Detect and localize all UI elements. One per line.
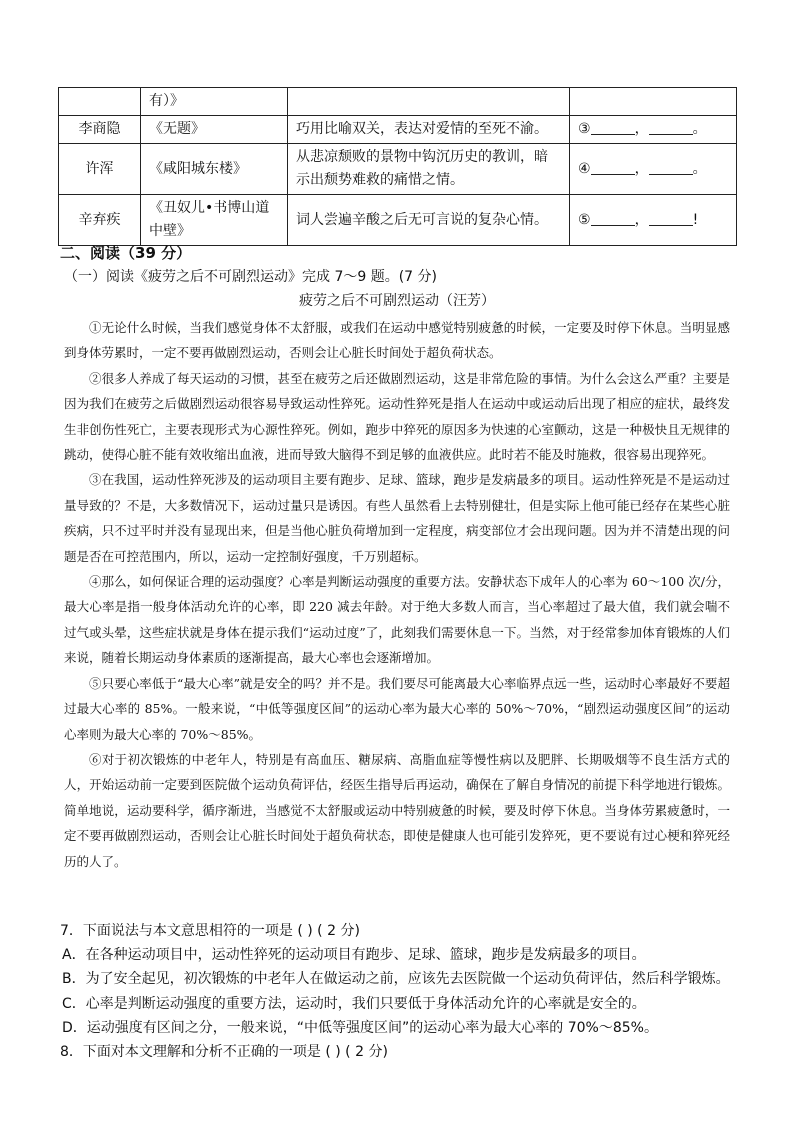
answer-blank[interactable]: [649, 210, 693, 226]
desc-cell: 词人尝遍辛酸之后无可言说的复杂心情。: [288, 195, 570, 246]
article-title: 疲劳之后不可剧烈运动（汪芳）: [299, 293, 495, 309]
author-cell: 许浑: [59, 144, 141, 195]
table-row: [59, 116, 737, 144]
answer-prefix: ④: [578, 160, 591, 177]
article-paragraph: ③在我国，运动性猝死涉及的运动项目主要有跑步、足球、篮球，跑步是发病最多的项目。运动性猝死是不是运动过量导致的？不是，大多数情况下，运动过量只是诱因。有些人虽然看上去特别健壮，但是实际上他可能已经存在某些心脏疾病，只不过平时并没有显现出来，但是当他心脏负荷增加到一定程度，病变部位才会出现问题。因为并不清楚出现的问题是否在可控范围内，所以，运动一定控制好强度，千万别超标。: [64, 472, 730, 564]
questions: [60, 919, 740, 1064]
work-cell: 《丑奴儿•书博山道中壁》: [141, 195, 288, 246]
article-paragraph: ⑥对于初次锻炼的中老年人，特别是有高血压、糖尿病、高脂血症等慢性病以及肥胖、长期吸烟等不良生活方式的人，开始运动前一定要到医院做个运动负荷评估，经医生指导后再运动，确保在了解自身情况的前提下科学地进行锻炼。简单地说，运动要科学，循序渐进，当感觉不太舒服或运动中特别疲惫的时候，要及时停下休息。当身体劳累疲惫时，一定不要再做剧烈运动，否则会让心脏长时间处于超负荷状态，即使是健康人也可能引发猝死，更不要说有过心梗和猝死经历的人了。: [64, 751, 730, 869]
article-paragraph: ⑤只要心率低于“最大心率”就是安全的吗？并不是。我们要尽可能离最大心率临界点远一些，运动时心率最好不要超过最大心率的 85%。一般来说，“中低等强度区间”的运动心率为最大心率的 50%～70%，“剧烈运动强度区间”的运动心率则为最大心率的 70%～85%。: [64, 675, 730, 742]
option-a: A．在各种运动项目中，运动性猝死的运动项目有跑步、足球、篮球，跑步是发病最多的项目。: [62, 947, 646, 964]
desc-cell: [288, 88, 570, 116]
work-cell: 《咸阳城东楼》: [141, 144, 288, 195]
article-paragraph: ④那么，如何保证合理的运动强度？心率是判断运动强度的重要方法。安静状态下成年人的心率为 60～100 次/分，最大心率是指一般身体活动允许的心率，即 220 减去年龄。对于绝大多数人而言，当心率超过了最大值，我们就会喘不过气或头晕，这些症状就是身体在提示我们“运动过度”了，此刻我们需要休息一下。当然，对于经常参加体育锻炼的人们来说，随着长期运动身体素质的逐渐提高，最大心率也会逐渐增加。: [64, 574, 730, 666]
author-cell: 辛弃疾: [59, 195, 141, 246]
poem-table: [58, 87, 737, 246]
work-cell: 《无题》: [141, 116, 288, 144]
answer-blank[interactable]: [591, 119, 635, 135]
article-paragraph: ①无论什么时候，当我们感觉身体不太舒服，或我们在运动中感觉特别疲惫的时候，一定要及时停下休息。当明显感到身体劳累时，一定不要再做剧烈运动，否则会让心脏长时间处于超负荷状态。: [64, 320, 730, 361]
answer-blank[interactable]: [591, 159, 635, 175]
desc-cell: 巧用比喻双关，表达对爱情的至死不渝。: [288, 116, 570, 144]
work-cell: 有）》: [141, 88, 288, 116]
article-body: [64, 315, 730, 874]
answer-prefix: ⑤: [578, 211, 591, 228]
answer-cell: [570, 88, 737, 116]
answer-cell: [570, 116, 737, 144]
question-8: 8．下面对本文理解和分析不正确的一项是 ( ) ( 2 分): [60, 1044, 388, 1061]
option-b: B．为了安全起见，初次锻炼的中老年人在做运动之前，应该先去医院做一个运动负荷评估，然后科学锻炼。: [62, 971, 730, 988]
answer-blank[interactable]: [649, 119, 693, 135]
comma: ，: [634, 211, 649, 228]
table-row: [59, 144, 737, 195]
author-cell: [59, 88, 141, 116]
answer-suffix: 。: [692, 160, 707, 177]
reading-instruction: （一）阅读《疲劳之后不可剧烈运动》完成 7～9 题。(7 分): [64, 269, 437, 285]
answer-blank[interactable]: [649, 159, 693, 175]
question-7: 7．下面说法与本文意思相符的一项是 ( ) ( 2 分): [60, 923, 360, 939]
article-paragraph: ②很多人养成了每天运动的习惯，甚至在疲劳之后还做剧烈运动，这是非常危险的事情。为什么会这么严重？主要是因为我们在疲劳之后做剧烈运动很容易导致运动性猝死。运动性猝死是指人在运动中或运动后出现了相应的症状，最终发生非创伤性死亡，主要表现形式为心源性猝死。例如，跑步中猝死的原因多为快速的心室颤动，这是一种极快且无规律的跳动，使得心脏不能有效收缩出血液，进而导致大脑得不到足够的血液供应。此时若不能及时施救，很容易出现猝死。: [64, 370, 730, 463]
answer-prefix: ③: [578, 121, 591, 137]
desc-cell: 从悲凉颓败的景物中钩沉历史的教训，暗示出颓势难救的痛惜之情。: [288, 144, 570, 195]
section-heading: 二、阅读（39 分）: [60, 244, 192, 262]
answer-suffix: !: [692, 211, 699, 228]
answer-cell: [570, 144, 737, 195]
answer-cell: [570, 195, 737, 246]
table-row: [59, 88, 737, 116]
option-d: D．运动强度有区间之分，一般来说，“中低等强度区间”的运动心率为最大心率的 70%～85%。: [62, 1019, 658, 1036]
table-row: [59, 195, 737, 246]
comma: ，: [634, 121, 649, 137]
option-c: C．心率是判断运动强度的重要方法，运动时，我们只要低于身体活动允许的心率就是安全的。: [62, 995, 646, 1012]
author-cell: 李商隐: [59, 116, 141, 144]
answer-suffix: 。: [692, 121, 707, 137]
comma: ，: [634, 160, 649, 177]
answer-blank[interactable]: [591, 210, 635, 226]
